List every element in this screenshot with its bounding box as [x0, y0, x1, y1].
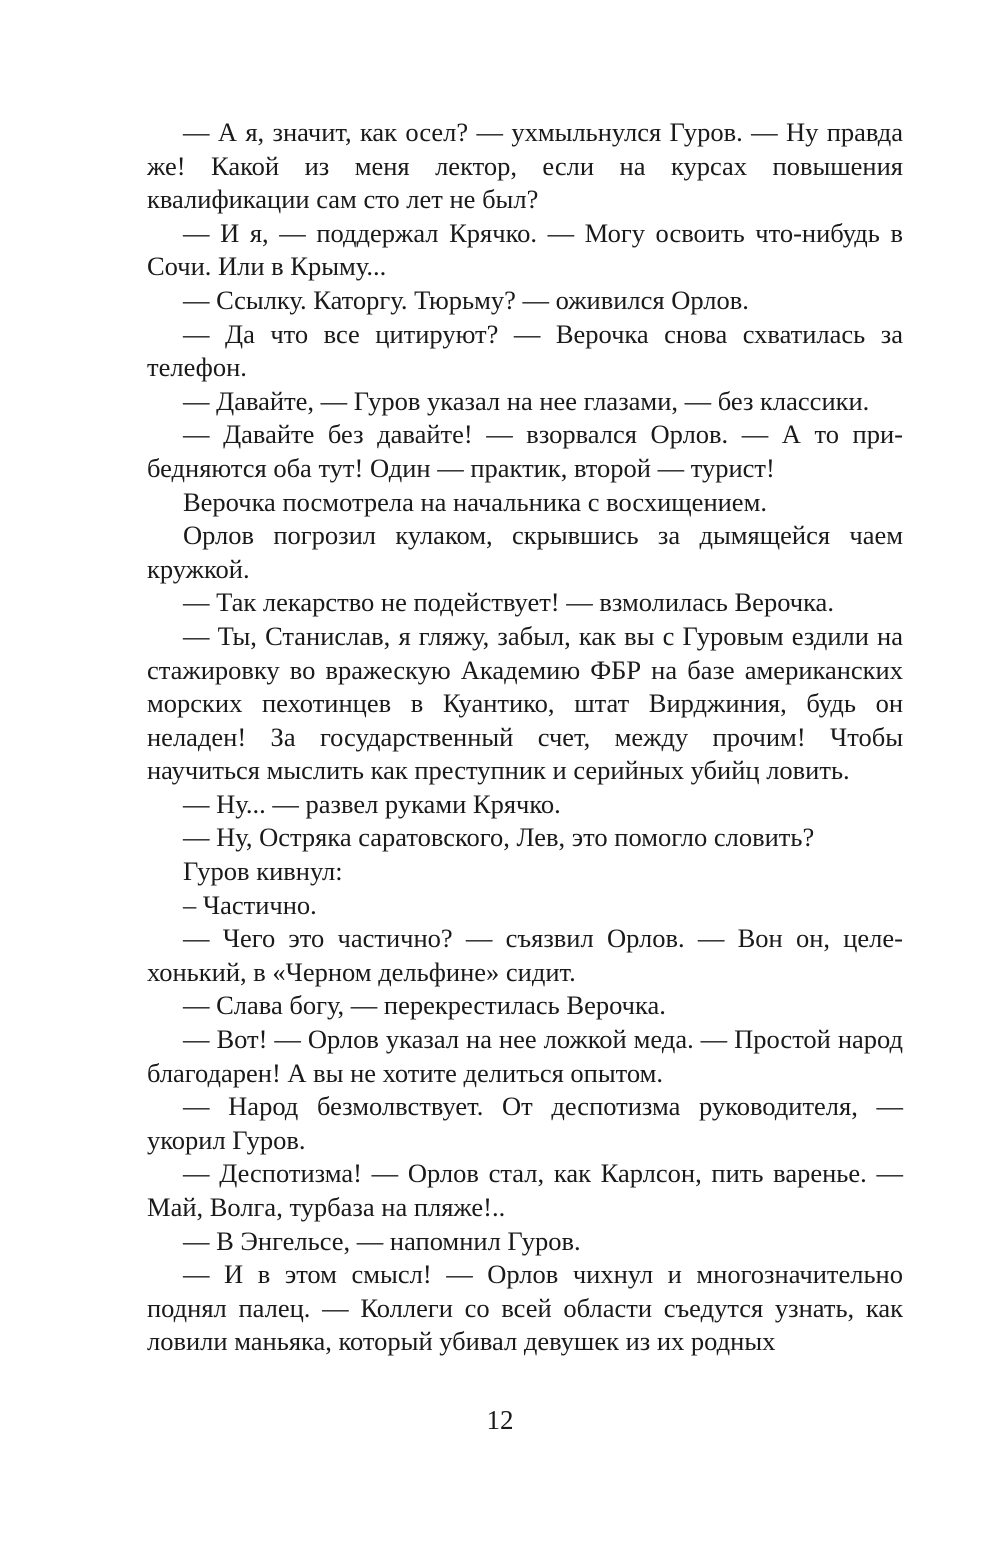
- paragraph: — Давайте, — Гуров указал на нее глазами, — без классики.: [183, 385, 870, 416]
- paragraph: — Вот! — Орлов указал на нее ложкой меда. — Простой народ благодарен! А вы не хотите делиться опытом.: [147, 1024, 903, 1088]
- paragraph: — Ты, Станислав, я гляжу, забыл, как вы с Гуровым ездили на стажировку во вражескую Академию ФБР на базе американских морских пехотинцев в Куантико, штат Вирджиния, будь он неладен! За государственный счет, между прочим! Чтобы научиться мыслить как преступник и серийных убийц ловить.: [147, 620, 903, 786]
- paragraph: — Народ безмолвствует. От деспотизма руководителя, — укорил Гуров.: [147, 1091, 903, 1155]
- paragraph: — Давайте без давайте! — взорвался Орлов. — А то прибедняются оба тут! Один — практик, второй — турист!: [147, 419, 903, 483]
- paragraph: — Да что все цитируют? — Верочка снова схватилась за телефон.: [147, 318, 903, 383]
- paragraph: – Частично.: [183, 889, 317, 920]
- paragraph: Орлов погрозил кулаком, скрывшись за дымящейся чаем кружкой.: [147, 520, 903, 584]
- paragraph: Верочка посмотрела на начальника с восхищением.: [183, 486, 767, 517]
- paragraph: — Деспотизма! — Орлов стал, как Карлсон, пить варенье. — Май, Волга, турбаза на пляже!..: [147, 1158, 903, 1222]
- paragraph: — Ну, Остряка саратовского, Лев, это помогло словить?: [183, 822, 815, 853]
- page-number: 12: [486, 1405, 514, 1435]
- paragraph: — Слава богу, — перекрестилась Верочка.: [183, 990, 666, 1021]
- paragraph: — А я, значит, как осел? — ухмыльнулся Гуров. — Ну правда же! Какой из меня лектор, если на курсах повышения квалификации сам сто лет не был?: [147, 117, 903, 215]
- paragraph: — И в этом смысл! — Орлов чихнул и многозначительно поднял палец. — Коллеги со всей области съедутся узнать, как ловили маньяка, который убивал девушек из их родных: [147, 1259, 903, 1357]
- paragraph: — В Энгельсе, — напомнил Гуров.: [183, 1225, 581, 1256]
- paragraph: — И я, — поддержал Крячко. — Могу освоить что-нибудь в Сочи. Или в Крыму...: [147, 217, 903, 282]
- paragraph: — Ссылку. Каторгу. Тюрьму? — оживился Орлов.: [183, 284, 749, 315]
- paragraph: — Так лекарство не подействует! — взмолилась Верочка.: [183, 587, 834, 618]
- paragraph: — Ну... — развел руками Крячко.: [183, 788, 561, 819]
- paragraph: Гуров кивнул:: [183, 856, 343, 887]
- paragraph: — Чего это частично? — съязвил Орлов. — Вон он, целехонький, в «Черном дельфине» сидит.: [147, 923, 903, 987]
- page-body: [147, 116, 903, 1359]
